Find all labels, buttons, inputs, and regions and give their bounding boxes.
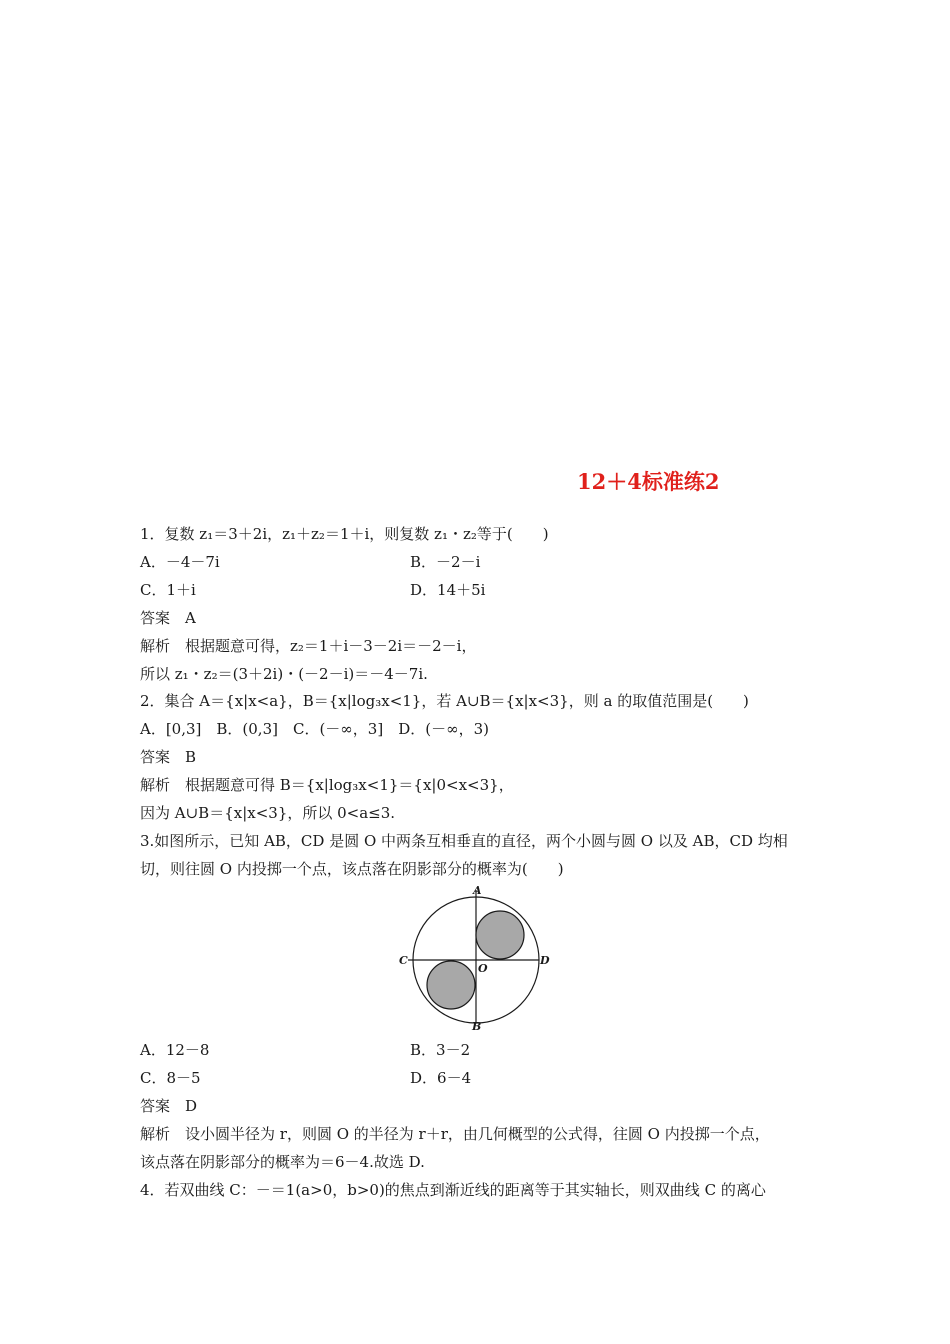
q2-stem: 2．集合 A＝{x|x<a}，B＝{x|log₃x<1}，若 A∪B＝{x|x<3}，则 a 的取值范围是( ) <box>140 692 749 710</box>
label-c: C <box>399 954 408 967</box>
q3-option-c: C．8－5 <box>140 1069 201 1087</box>
q1-answer: 答案 A <box>140 609 196 627</box>
shaded-circle-lower-left <box>427 961 475 1009</box>
q3-option-b: B．3－2 <box>410 1041 471 1059</box>
label-d: D <box>540 954 550 967</box>
q3-stem-line2: 切，则往圆 O 内投掷一个点，该点落在阴影部分的概率为( ) <box>140 860 564 878</box>
q2-answer: 答案 B <box>140 748 197 766</box>
q1-analysis-line2: 所以 z₁・z₂＝(3＋2i)・(－2－i)＝－4－7i. <box>140 665 428 683</box>
q3-analysis-line2: 该点落在阴影部分的概率为＝6－4.故选 D. <box>140 1153 425 1171</box>
q3-analysis-line1: 解析 设小圆半径为 r，则圆 O 的半径为 r＋r，由几何概型的公式得，往圆 O 内投掷一个点， <box>140 1125 770 1143</box>
label-a: A <box>473 884 482 897</box>
circle-diagram <box>398 884 554 1034</box>
page-title: 12＋4标准练2 <box>577 469 720 494</box>
circle-figure <box>398 884 554 1034</box>
q1-stem: 1．复数 z₁＝3＋2i，z₁＋z₂＝1＋i，则复数 z₁・z₂等于( ) <box>140 525 549 543</box>
q3-option-d: D．6－4 <box>410 1069 472 1087</box>
label-o: O <box>478 962 488 975</box>
q1-option-a: A．－4－7i <box>140 553 220 571</box>
label-b: B <box>472 1020 482 1033</box>
shaded-circle-upper-right <box>476 911 524 959</box>
q2-analysis-line1: 解析 根据题意可得 B＝{x|log₃x<1}＝{x|0<x<3}， <box>140 776 514 794</box>
q1-analysis-line1: 解析 根据题意可得，z₂＝1＋i－3－2i＝－2－i， <box>140 637 477 655</box>
q3-answer: 答案 D <box>140 1097 198 1115</box>
q1-option-c: C．1＋i <box>140 581 196 599</box>
q4-stem-line1: 4．若双曲线 C：－＝1(a>0，b>0)的焦点到渐近线的距离等于其实轴长，则双曲线 C 的离心 <box>140 1181 766 1199</box>
q2-analysis-line2: 因为 A∪B＝{x|x<3}，所以 0<a≤3. <box>140 804 396 822</box>
q3-option-a: A．12－8 <box>140 1041 210 1059</box>
q1-option-d: D．14＋5i <box>410 581 486 599</box>
q1-option-b: B．－2－i <box>410 553 481 571</box>
q2-options: A．[0,3] B．(0,3] C．(－∞，3] D．(－∞，3) <box>140 720 489 738</box>
q3-stem-line1: 3.如图所示，已知 AB，CD 是圆 O 中两条互相垂直的直径，两个小圆与圆 O 以及 AB，CD 均相 <box>140 832 788 850</box>
